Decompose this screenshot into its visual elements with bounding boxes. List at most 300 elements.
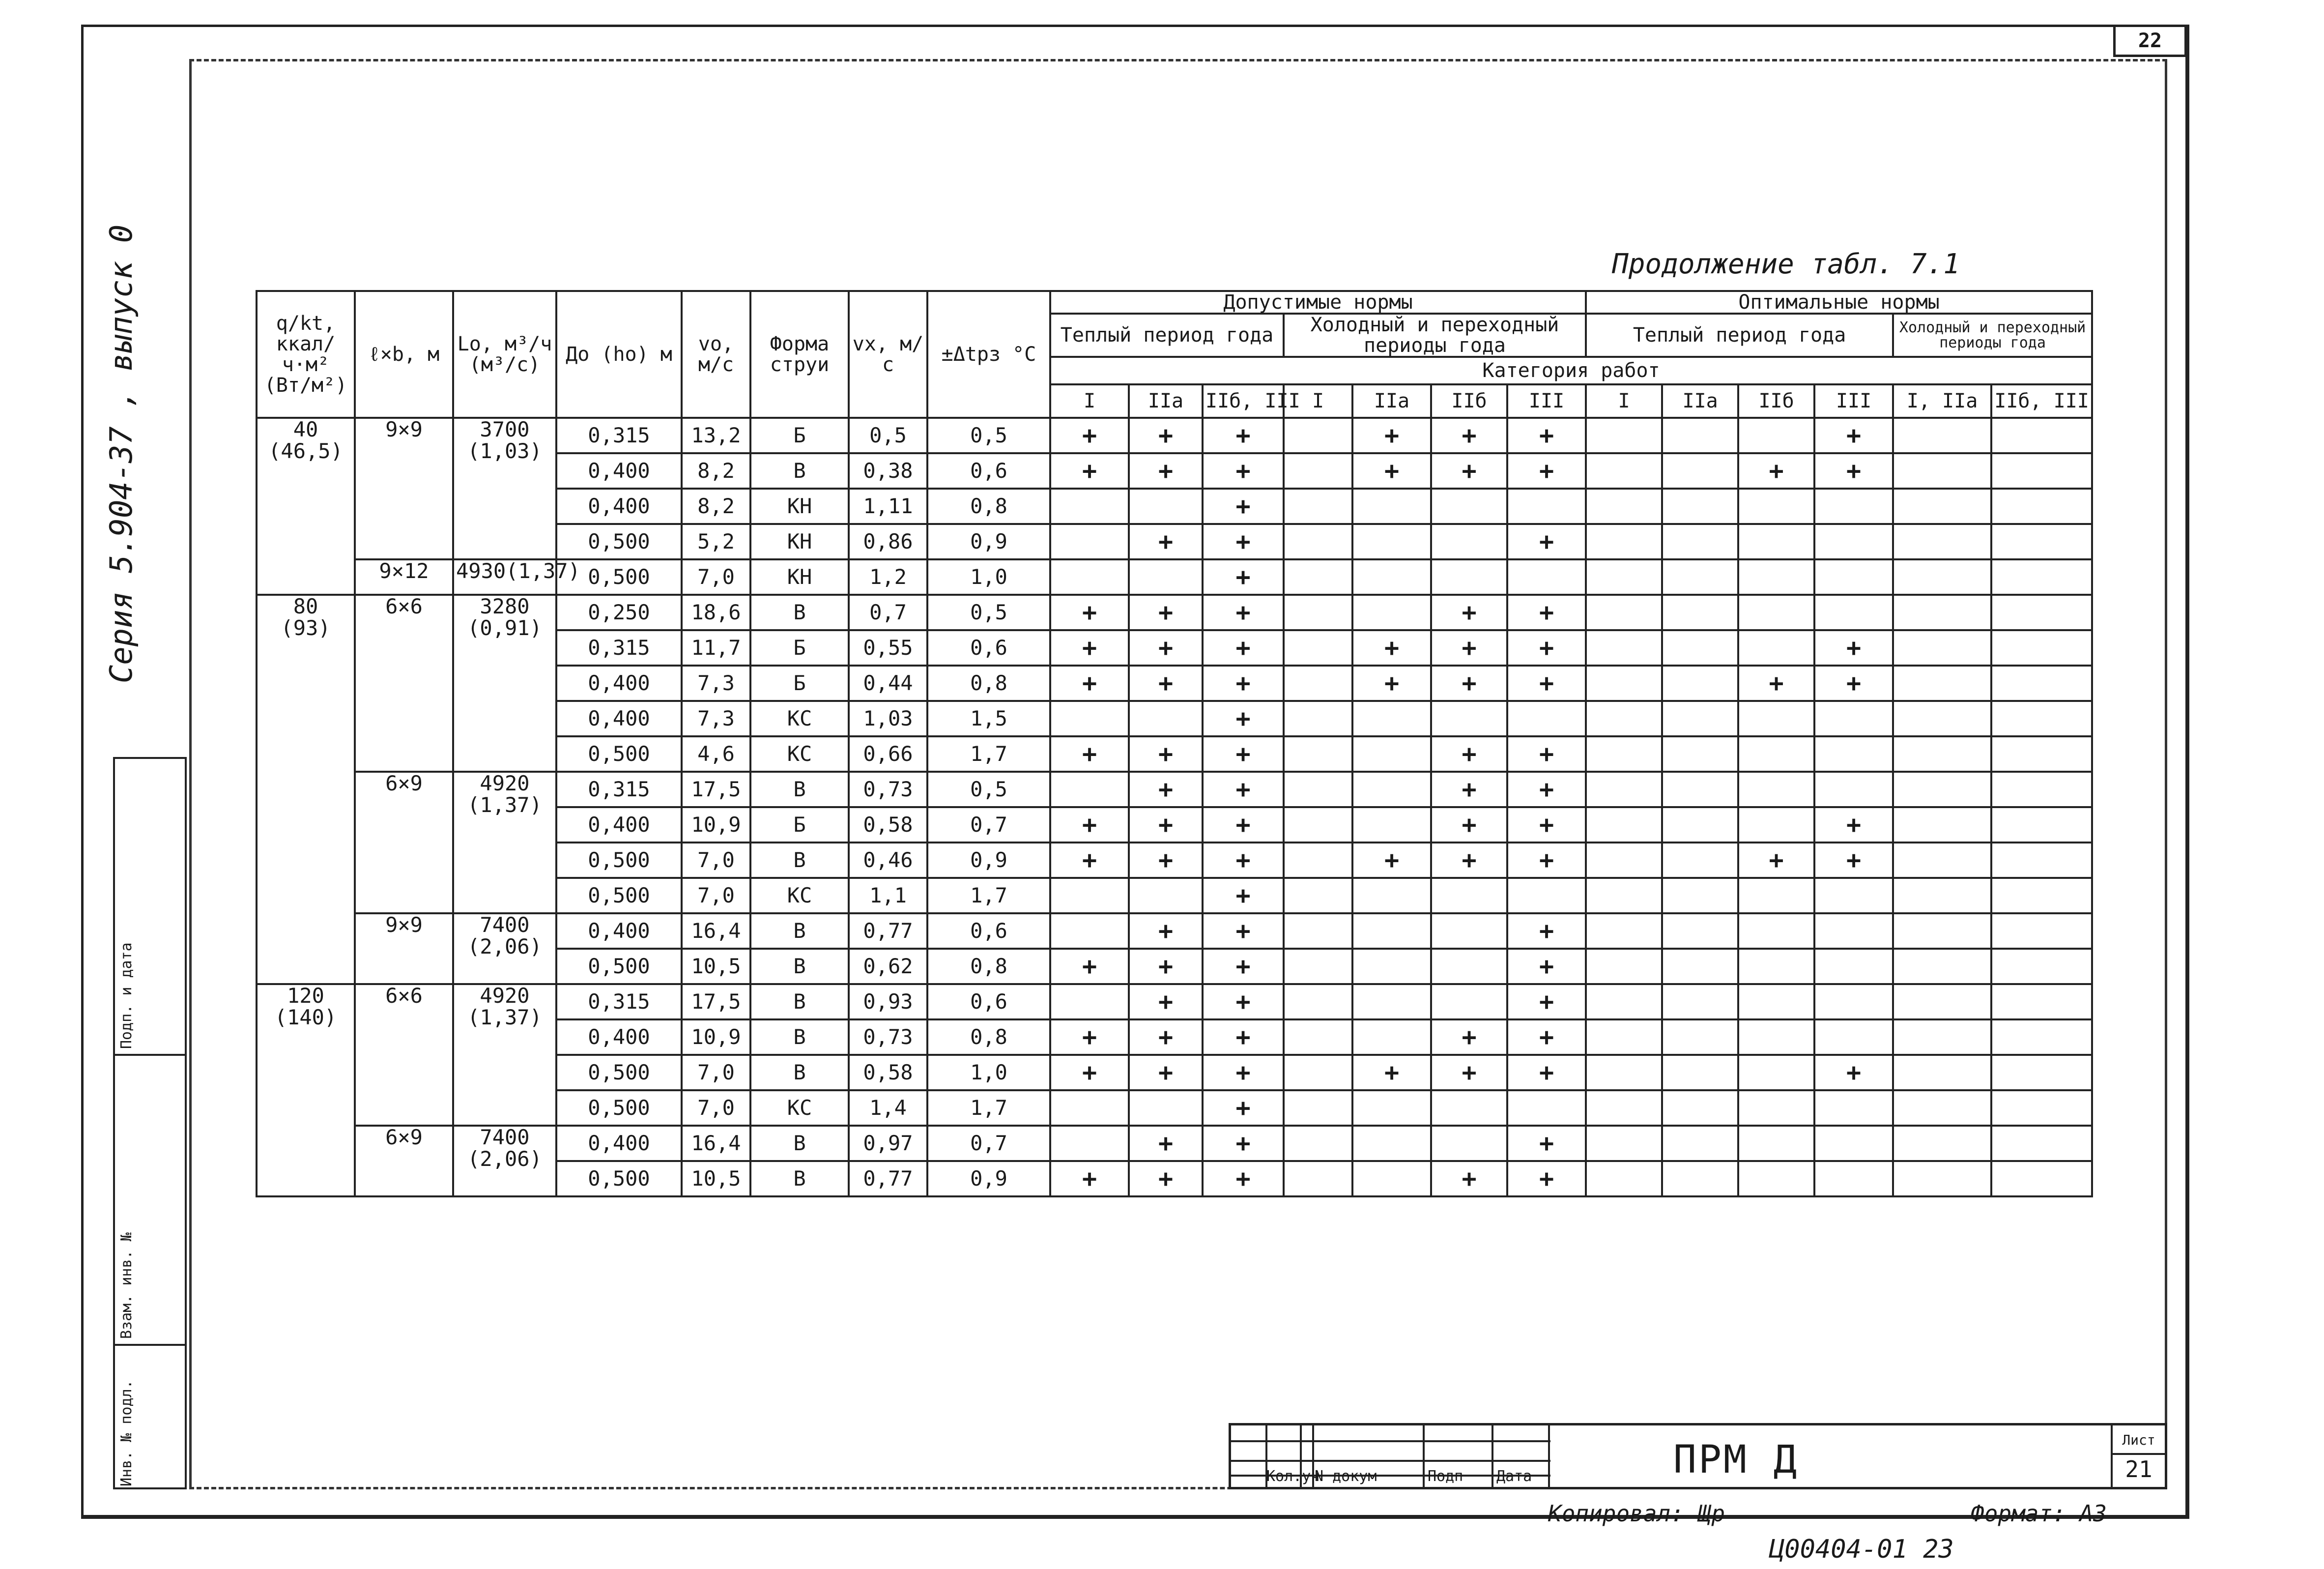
cell-mark [1662, 772, 1738, 807]
cell-mark: + [1050, 736, 1129, 772]
title-block-label: Дата [1496, 1468, 1532, 1485]
grid-line [1423, 1425, 1425, 1487]
cell-mark [1284, 453, 1352, 489]
header-optimal: Оптимальные нормы [1586, 291, 2092, 314]
cell-v0: 18,6 [682, 595, 750, 630]
cell-mark [1991, 453, 2092, 489]
category-header: IIб, III [1203, 384, 1284, 418]
cell-mark: + [1507, 949, 1586, 984]
cell-mark: + [1129, 453, 1203, 489]
cell-d: 0,400 [556, 666, 682, 701]
lo-value: 3280 [480, 594, 530, 618]
cell-mark [1893, 701, 1991, 736]
cell-mark: + [1814, 630, 1893, 666]
cell-mark: + [1507, 807, 1586, 843]
cell-mark [1431, 524, 1507, 559]
cell-mark [1662, 595, 1738, 630]
cell-mark: + [1050, 1055, 1129, 1090]
cell-dt: 0,5 [927, 595, 1050, 630]
cell-mark [1050, 489, 1129, 524]
sheet-box [2111, 1425, 2165, 1487]
cell-form: КН [750, 489, 849, 524]
grid-line [1231, 1440, 1550, 1442]
cell-mark: + [1507, 1126, 1586, 1161]
cell-mark [1814, 524, 1893, 559]
cell-mark [1738, 949, 1814, 984]
cell-mark [1129, 489, 1203, 524]
cell-mark [1431, 489, 1507, 524]
cell-vx: 0,62 [849, 949, 927, 984]
cell-v0: 7,0 [682, 559, 750, 595]
cell-mark: + [1203, 489, 1284, 524]
cell-dt: 0,6 [927, 453, 1050, 489]
cell-mark: + [1507, 595, 1586, 630]
archive-code: Ц00404-01 23 [1769, 1535, 1954, 1564]
cell-mark [1586, 559, 1662, 595]
cell-mark [1662, 949, 1738, 984]
header-optimal-cold: Холодный и переходный периоды года [1893, 314, 2092, 357]
category-header: IIб [1738, 384, 1814, 418]
copied-by: Копировал: Щр [1548, 1500, 1725, 1527]
cell-mark: + [1203, 807, 1284, 843]
cell-mark: + [1129, 1161, 1203, 1196]
table-row [257, 1126, 2092, 1161]
cell-lo [453, 984, 556, 1126]
cell-mark [1586, 418, 1662, 453]
cell-mark [1662, 1019, 1738, 1055]
cell-d: 0,500 [556, 736, 682, 772]
cell-vx: 0,93 [849, 984, 927, 1019]
cell-mark [1431, 949, 1507, 984]
cell-mark [1662, 701, 1738, 736]
cell-d: 0,500 [556, 1161, 682, 1196]
cell-mark [1991, 1019, 2092, 1055]
cell-v0: 7,3 [682, 701, 750, 736]
grid-line [1231, 1460, 1550, 1462]
cell-mark: + [1814, 1055, 1893, 1090]
cell-mark [1586, 701, 1662, 736]
cell-v0: 10,5 [682, 949, 750, 984]
cell-mark [1991, 807, 2092, 843]
cell-mark [1352, 595, 1431, 630]
cell-q [257, 418, 355, 595]
cell-mark: + [1203, 524, 1284, 559]
header-do: Дo (ho) м [556, 291, 682, 418]
cell-v0: 5,2 [682, 524, 750, 559]
cell-mark [1991, 843, 2092, 878]
cell-mark [1050, 772, 1129, 807]
cell-vx: 1,03 [849, 701, 927, 736]
cell-d: 0,400 [556, 1019, 682, 1055]
cell-mark [1586, 595, 1662, 630]
cell-mark: + [1352, 630, 1431, 666]
cell-dt: 0,8 [927, 949, 1050, 984]
cell-mark: + [1050, 1161, 1129, 1196]
cell-mark: + [1129, 630, 1203, 666]
category-header: III [1507, 384, 1586, 418]
table-row [257, 559, 2092, 595]
cell-mark [1352, 807, 1431, 843]
cell-mark [1738, 595, 1814, 630]
cell-vx: 0,7 [849, 595, 927, 630]
cell-v0: 16,4 [682, 913, 750, 949]
cell-mark: + [1814, 453, 1893, 489]
cell-mark: + [1352, 666, 1431, 701]
cell-form: В [750, 453, 849, 489]
lo-value: 3700 [480, 417, 530, 441]
cell-mark [1893, 772, 1991, 807]
lo-value: 7400 [480, 1125, 530, 1149]
cell-mark [1814, 559, 1893, 595]
cell-q [257, 595, 355, 984]
cell-mark [1738, 1126, 1814, 1161]
cell-lb: 6×9 [355, 1126, 453, 1196]
q-value: 120 [287, 984, 324, 1008]
cell-d: 0,500 [556, 843, 682, 878]
grid-line [1548, 1425, 1550, 1487]
cell-dt: 0,9 [927, 1161, 1050, 1196]
sheet-corner-number: 22 [2113, 25, 2187, 57]
cell-mark [1991, 559, 2092, 595]
cell-mark [1284, 736, 1352, 772]
cell-mark: + [1507, 736, 1586, 772]
cell-mark [1991, 1161, 2092, 1196]
cell-mark: + [1431, 807, 1507, 843]
cell-mark [1991, 630, 2092, 666]
cell-mark: + [1431, 1161, 1507, 1196]
cell-mark [1991, 736, 2092, 772]
cell-mark [1662, 878, 1738, 913]
table-row [257, 913, 2092, 949]
cell-mark [1738, 1055, 1814, 1090]
cell-mark [1050, 878, 1129, 913]
cell-form: В [750, 1161, 849, 1196]
cell-mark [1352, 1161, 1431, 1196]
cell-mark [1662, 1161, 1738, 1196]
cell-mark: + [1129, 1019, 1203, 1055]
cell-mark: + [1050, 843, 1129, 878]
cell-v0: 8,2 [682, 453, 750, 489]
category-header: I [1050, 384, 1129, 418]
cell-mark [1814, 913, 1893, 949]
cell-vx: 0,97 [849, 1126, 927, 1161]
cell-dt: 1,7 [927, 736, 1050, 772]
header-lb: ℓ×b, м [355, 291, 453, 418]
cell-dt: 1,7 [927, 878, 1050, 913]
cell-mark [1352, 878, 1431, 913]
cell-mark [1586, 630, 1662, 666]
cell-mark: + [1352, 453, 1431, 489]
cell-mark [1284, 772, 1352, 807]
cell-d: 0,315 [556, 772, 682, 807]
cell-mark [1738, 772, 1814, 807]
cell-form: В [750, 1055, 849, 1090]
cell-mark [1893, 524, 1991, 559]
cell-form: В [750, 913, 849, 949]
cell-mark [1893, 1090, 1991, 1126]
cell-mark [1893, 1161, 1991, 1196]
title-block-label: Подп [1428, 1468, 1463, 1485]
header-allowed-warm: Теплый период года [1050, 314, 1284, 357]
cell-mark [1284, 1161, 1352, 1196]
cell-mark: + [1814, 418, 1893, 453]
cell-mark: + [1203, 984, 1284, 1019]
cell-mark: + [1050, 666, 1129, 701]
cell-lo [453, 772, 556, 913]
cell-dt: 0,6 [927, 984, 1050, 1019]
side-stamp-label: Подп. и дата [118, 942, 135, 1049]
cell-form: Б [750, 666, 849, 701]
lo-value: 4920 [480, 984, 530, 1008]
cell-d: 0,500 [556, 559, 682, 595]
cell-mark: + [1203, 1161, 1284, 1196]
cell-dt: 0,9 [927, 524, 1050, 559]
cell-mark [1352, 559, 1431, 595]
cell-mark: + [1203, 736, 1284, 772]
cell-d: 0,250 [556, 595, 682, 630]
cell-mark [1738, 630, 1814, 666]
cell-mark [1050, 524, 1129, 559]
cell-mark [1991, 666, 2092, 701]
cell-form: В [750, 843, 849, 878]
cell-dt: 0,6 [927, 913, 1050, 949]
cell-mark [1284, 666, 1352, 701]
cell-vx: 1,11 [849, 489, 927, 524]
cell-mark [1050, 559, 1129, 595]
cell-mark [1284, 1019, 1352, 1055]
header-lo: Lo, м³/ч (м³/с) [453, 291, 556, 418]
cell-mark: + [1050, 807, 1129, 843]
side-stamp-cell [115, 759, 185, 1054]
cell-mark [1893, 630, 1991, 666]
cell-vx: 0,66 [849, 736, 927, 772]
cell-mark [1893, 1126, 1991, 1161]
cell-mark: + [1203, 913, 1284, 949]
cell-form: КС [750, 878, 849, 913]
cell-mark: + [1431, 772, 1507, 807]
title-block-label: Кол.уч [1266, 1468, 1320, 1485]
cell-mark [1814, 878, 1893, 913]
cell-mark: + [1203, 878, 1284, 913]
cell-mark: + [1129, 1055, 1203, 1090]
cell-mark: + [1203, 843, 1284, 878]
sheet-number: 21 [2125, 1456, 2152, 1482]
cell-mark [1586, 949, 1662, 984]
cell-mark [1814, 1090, 1893, 1126]
cell-mark: + [1814, 807, 1893, 843]
category-header: III [1814, 384, 1893, 418]
data-table [256, 290, 2093, 1197]
cell-mark [1284, 1126, 1352, 1161]
category-header: IIб, III [1991, 384, 2092, 418]
cell-mark: + [1203, 630, 1284, 666]
cell-mark [1893, 453, 1991, 489]
cell-mark [1352, 1090, 1431, 1126]
category-header: IIб [1431, 384, 1507, 418]
cell-mark: + [1431, 630, 1507, 666]
cell-d: 0,400 [556, 453, 682, 489]
cell-v0: 17,5 [682, 984, 750, 1019]
cell-mark [1662, 1055, 1738, 1090]
cell-d: 0,500 [556, 1055, 682, 1090]
header-work-category: Категория работ [1050, 357, 2092, 384]
header-optimal-warm: Теплый период года [1586, 314, 1893, 357]
cell-mark [1284, 701, 1352, 736]
cell-mark: + [1738, 843, 1814, 878]
category-header: IIа [1662, 384, 1738, 418]
category-header: IIа [1352, 384, 1431, 418]
lo-value: 7400 [480, 913, 530, 937]
cell-mark [1814, 1161, 1893, 1196]
table-body [257, 418, 2092, 1196]
cell-mark: + [1814, 666, 1893, 701]
title-block-grid [1231, 1425, 1550, 1487]
cell-dt: 0,7 [927, 807, 1050, 843]
cell-mark [1586, 878, 1662, 913]
cell-mark: + [1507, 453, 1586, 489]
cell-d: 0,400 [556, 701, 682, 736]
cell-mark: + [1507, 772, 1586, 807]
cell-lo [453, 1126, 556, 1196]
cell-mark [1431, 984, 1507, 1019]
paper-format: Формат: А3 [1971, 1500, 2107, 1527]
cell-mark [1738, 1019, 1814, 1055]
header-allowed: Допустимые нормы [1050, 291, 1586, 314]
table-row [257, 984, 2092, 1019]
cell-d: 0,315 [556, 984, 682, 1019]
cell-d: 0,500 [556, 949, 682, 984]
cell-mark [1738, 913, 1814, 949]
cell-d: 0,400 [556, 807, 682, 843]
cell-mark: + [1203, 701, 1284, 736]
side-stamp-label: Инв. № подл. [118, 1380, 135, 1486]
cell-vx: 0,86 [849, 524, 927, 559]
cell-mark [1991, 984, 2092, 1019]
cell-mark [1284, 1090, 1352, 1126]
cell-form: КС [750, 736, 849, 772]
cell-mark [1050, 984, 1129, 1019]
cell-mark [1431, 701, 1507, 736]
cell-mark: + [1129, 807, 1203, 843]
cell-dt: 1,7 [927, 1090, 1050, 1126]
cell-mark: + [1129, 595, 1203, 630]
cell-mark [1284, 489, 1352, 524]
cell-mark: + [1129, 666, 1203, 701]
cell-mark: + [1431, 595, 1507, 630]
cell-mark: + [1431, 418, 1507, 453]
cell-mark [1662, 1126, 1738, 1161]
cell-mark [1814, 1019, 1893, 1055]
cell-mark [1814, 984, 1893, 1019]
cell-mark [1738, 559, 1814, 595]
cell-mark [1814, 736, 1893, 772]
cell-mark [1284, 630, 1352, 666]
cell-mark: + [1129, 949, 1203, 984]
cell-mark [1129, 1090, 1203, 1126]
document-code: ПРМ Д [1673, 1438, 1799, 1482]
cell-mark [1050, 1090, 1129, 1126]
cell-v0: 4,6 [682, 736, 750, 772]
cell-form: КН [750, 559, 849, 595]
cell-form: В [750, 595, 849, 630]
cell-mark [1662, 418, 1738, 453]
cell-mark [1738, 701, 1814, 736]
cell-mark [1893, 1019, 1991, 1055]
lo-value-si: (1,37) [467, 793, 542, 817]
cell-mark [1893, 843, 1991, 878]
cell-mark [1352, 913, 1431, 949]
cell-mark: + [1431, 453, 1507, 489]
cell-vx: 0,73 [849, 1019, 927, 1055]
cell-d: 0,400 [556, 1126, 682, 1161]
cell-mark: + [1129, 418, 1203, 453]
cell-form: КС [750, 701, 849, 736]
cell-mark [1893, 807, 1991, 843]
cell-mark: + [1129, 913, 1203, 949]
cell-d: 0,315 [556, 630, 682, 666]
cell-mark [1129, 701, 1203, 736]
cell-mark: + [1507, 913, 1586, 949]
cell-form: В [750, 984, 849, 1019]
cell-mark: + [1050, 418, 1129, 453]
cell-vx: 0,77 [849, 1161, 927, 1196]
cell-mark [1284, 1055, 1352, 1090]
q-value-si: (46,5) [268, 439, 343, 464]
cell-mark [1284, 878, 1352, 913]
cell-mark: + [1050, 453, 1129, 489]
cell-dt: 0,8 [927, 489, 1050, 524]
lo-value-si: (1,37) [467, 1005, 542, 1030]
cell-mark [1991, 595, 2092, 630]
cell-mark: + [1431, 736, 1507, 772]
cell-v0: 13,2 [682, 418, 750, 453]
cell-mark [1991, 489, 2092, 524]
cell-mark [1586, 1055, 1662, 1090]
cell-mark [1662, 559, 1738, 595]
cell-mark [1662, 489, 1738, 524]
cell-mark: + [1050, 1019, 1129, 1055]
cell-mark [1352, 1019, 1431, 1055]
cell-lo [453, 559, 580, 595]
cell-mark [1893, 736, 1991, 772]
cell-mark [1662, 807, 1738, 843]
header-dt: ±Δtрз °C [927, 291, 1050, 418]
cell-mark [1352, 1126, 1431, 1161]
cell-mark [1352, 701, 1431, 736]
cell-mark [1991, 1126, 2092, 1161]
cell-mark [1893, 878, 1991, 913]
cell-mark: + [1203, 559, 1284, 595]
sheet-label: Лист [2113, 1427, 2165, 1455]
cell-form: В [750, 772, 849, 807]
table-row [257, 772, 2092, 807]
cell-mark [1507, 878, 1586, 913]
cell-mark [1893, 913, 1991, 949]
cell-mark: + [1431, 843, 1507, 878]
cell-mark: + [1507, 524, 1586, 559]
cell-vx: 0,44 [849, 666, 927, 701]
cell-mark: + [1203, 1126, 1284, 1161]
cell-mark [1893, 984, 1991, 1019]
side-stamp-label: Взам. инв. № [118, 1232, 135, 1339]
category-header: IIа [1129, 384, 1203, 418]
cell-dt: 1,0 [927, 559, 1050, 595]
cell-vx: 0,38 [849, 453, 927, 489]
cell-dt: 0,8 [927, 1019, 1050, 1055]
cell-mark [1662, 736, 1738, 772]
title-block-label: N докум [1315, 1468, 1377, 1485]
cell-mark: + [1203, 1090, 1284, 1126]
